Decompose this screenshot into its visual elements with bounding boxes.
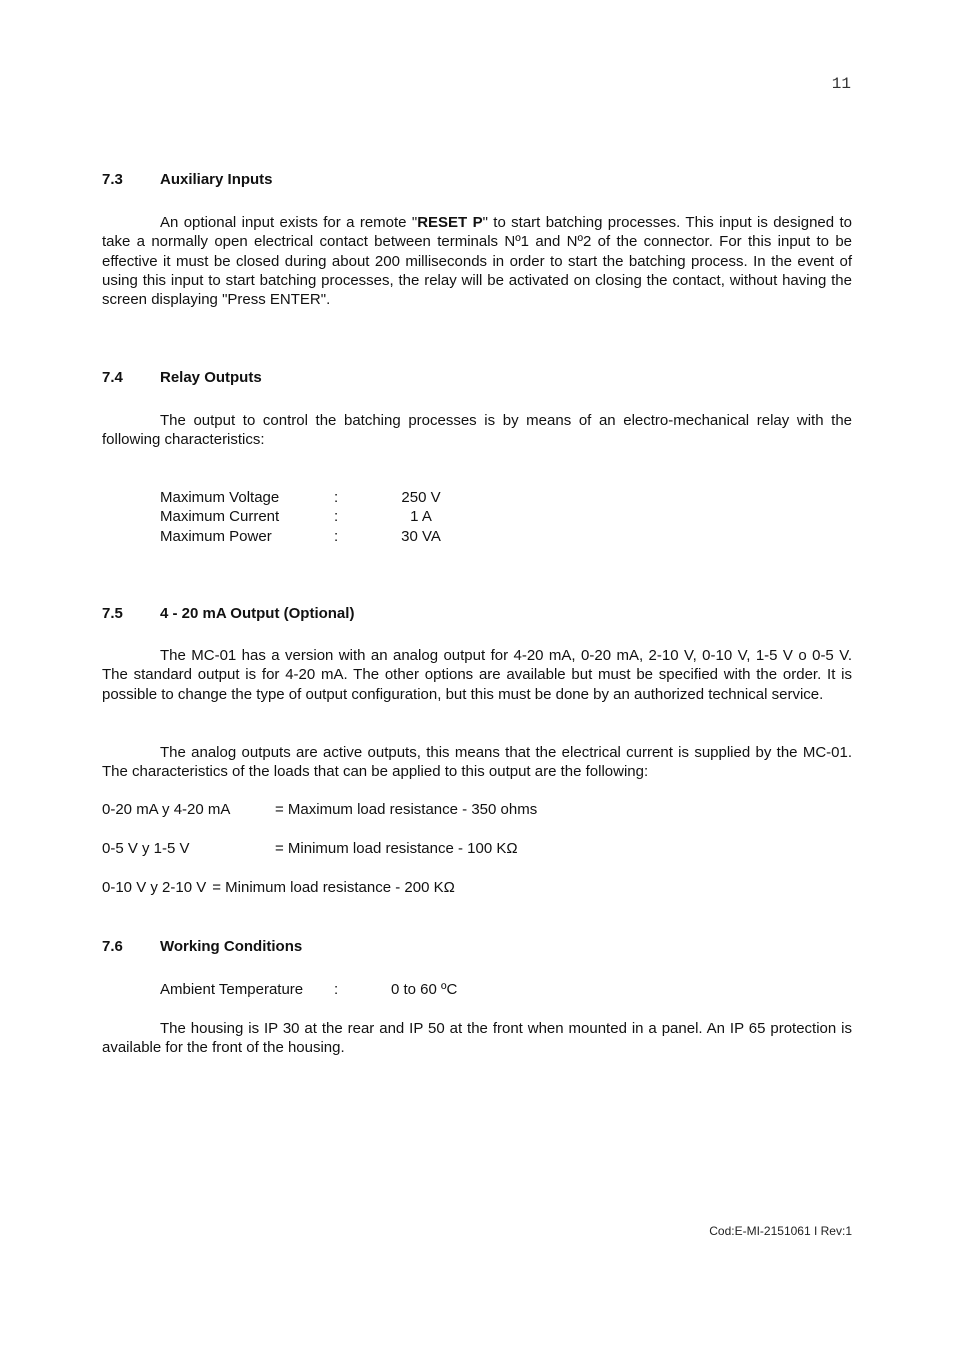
section-title: Relay Outputs: [160, 369, 262, 386]
spec-label: Maximum Voltage: [160, 489, 280, 506]
section-number: 7.5: [102, 605, 123, 622]
section-title: 4 - 20 mA Output (Optional): [160, 605, 355, 622]
section-number: 7.3: [102, 171, 123, 188]
load-description: = Maximum load resistance - 350 ohms: [275, 801, 538, 818]
section-heading-7-6: [102, 937, 302, 956]
ambient-value: 0 to 60 ºC: [391, 981, 458, 998]
reset-p-label: RESET P: [417, 214, 483, 231]
spec-row: [160, 488, 451, 507]
spec-label: Maximum Current: [160, 508, 280, 526]
spec-colon: :: [334, 489, 339, 506]
section-number: 7.6: [102, 938, 123, 955]
spec-colon: :: [334, 527, 339, 545]
section-number: 7.4: [102, 369, 123, 386]
housing-paragraph: The housing is IP 30 at the rear and IP 50 at the front when mounted in a panel. An IP 65 protection is available for the front of the housing.: [102, 1020, 852, 1057]
spec-row: [160, 507, 451, 526]
document-code-footer: Cod:E-MI-2151061 I Rev:1: [709, 1224, 852, 1238]
load-range: 0-10 V y 2-10 V: [102, 879, 207, 896]
spec-value: 30 VA: [401, 527, 441, 545]
load-line: [102, 878, 455, 897]
ambient-label: Ambient Temperature: [160, 981, 304, 998]
spec-colon: :: [334, 508, 339, 526]
load-line: [102, 839, 518, 858]
load-range: 0-5 V y 1-5 V: [102, 840, 190, 857]
spec-row: [160, 527, 451, 546]
spec-label: Maximum Power: [160, 527, 272, 545]
auxiliary-inputs-paragraph: [102, 213, 852, 309]
load-line: [102, 800, 537, 819]
section-heading-7-3: [102, 170, 273, 189]
spec-value: 250 V: [401, 489, 441, 506]
relay-spec-table: [160, 488, 451, 546]
relay-outputs-paragraph: The output to control the batching processes is by means of an electro-mechanical relay with the following characteristics:: [102, 412, 852, 449]
section-title: Auxiliary Inputs: [160, 171, 273, 188]
section-title: Working Conditions: [160, 938, 303, 955]
ambient-colon: :: [334, 981, 339, 998]
paragraph-text: An optional input exists for a remote ": [160, 214, 418, 231]
spec-value: 1 A: [410, 508, 432, 526]
load-range: 0-20 mA y 4-20 mA: [102, 801, 231, 818]
ambient-temperature-line: [160, 980, 457, 999]
active-outputs-paragraph: The analog outputs are active outputs, this means that the electrical current is supplied by the MC-01. The characteristics of the loads that can be applied to this output are the following:: [102, 744, 852, 781]
load-description: = Minimum load resistance - 100 KΩ: [275, 840, 518, 857]
analog-output-paragraph: The MC-01 has a version with an analog output for 4-20 mA, 0-20 mA, 2-10 V, 0-10 V, 1-5 V o 0-5 V. The standard output is for 4-20 mA. The other options are available but must be specified with the order. It is possible to change the type of output configuration, but this must be done by an authorized technical service.: [102, 647, 852, 703]
section-heading-7-4: [102, 368, 262, 387]
paragraph-text: " to start batching processes. This input is designed to take a normally open electrical contact between terminals Nº1 and Nº2 of the connector. For this input to be effective it must be closed during about 200 milliseconds in order to start the batching process. In the event of using this input to start batching processes, the relay will be activated on closing the contact, without having the screen displaying "Press ENTER".: [102, 214, 852, 309]
load-description: = Minimum load resistance - 200 KΩ: [212, 879, 455, 896]
page-number: 11: [831, 75, 851, 93]
section-heading-7-5: [102, 604, 354, 623]
